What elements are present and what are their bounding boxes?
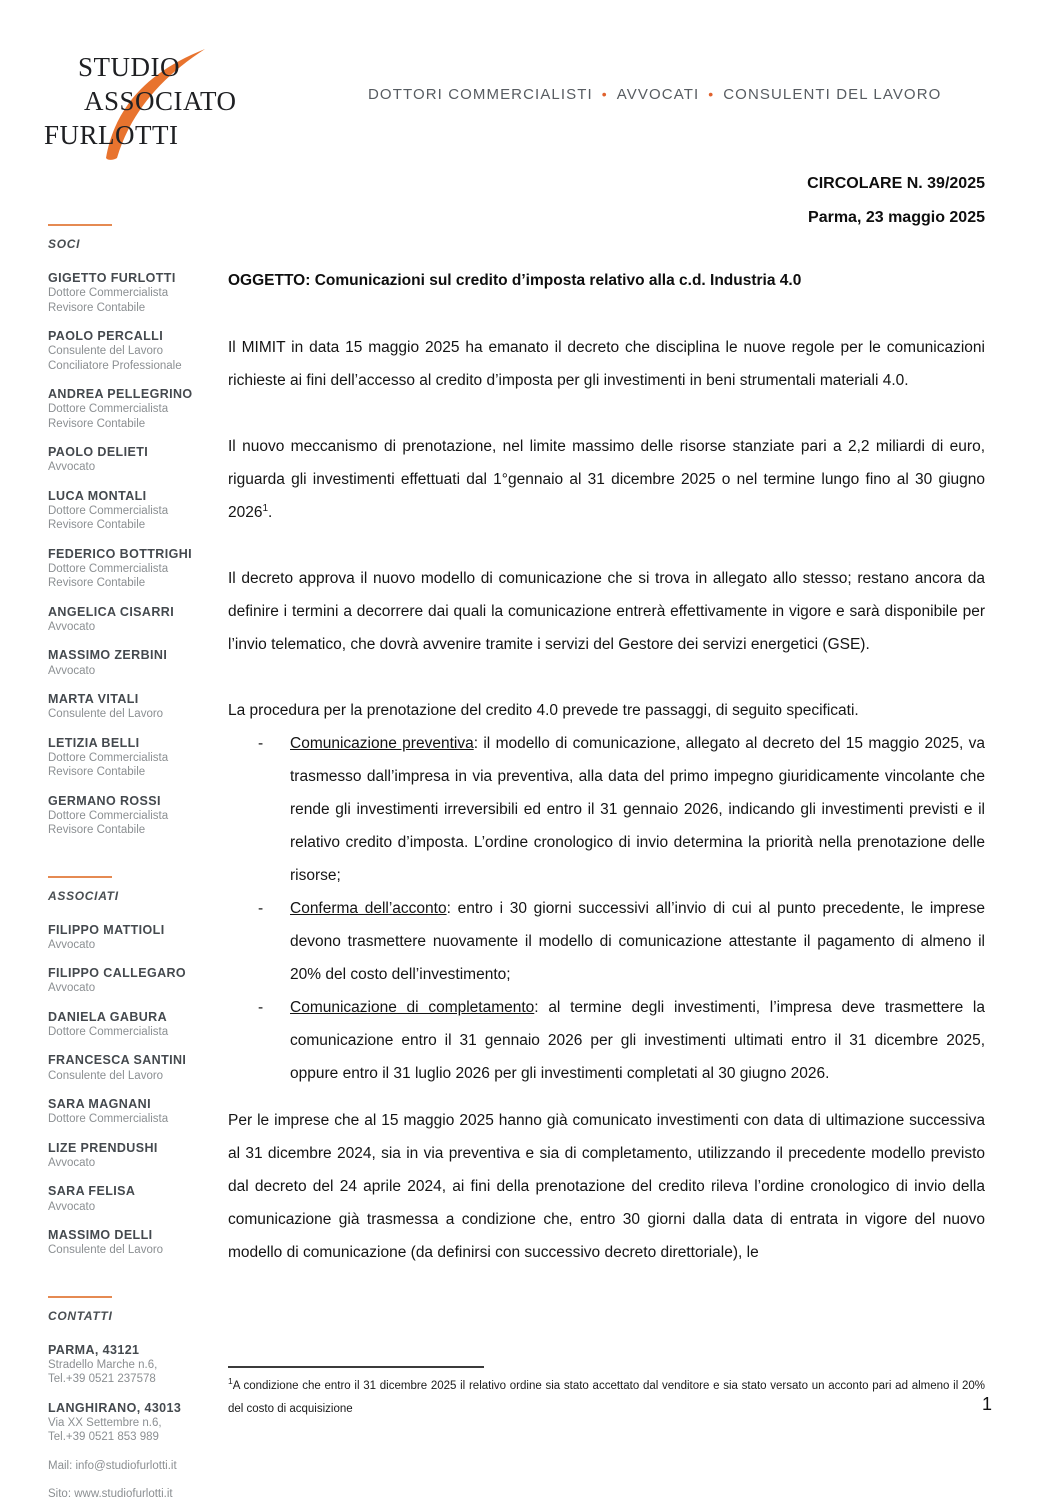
member-role: Revisore Contabile	[48, 301, 146, 314]
member-name: DANIELA GABURA	[48, 1009, 168, 1024]
paragraph-text: .	[268, 504, 273, 521]
bullet-rest: : il modello di comunicazione, allegato al decreto del 15 maggio 2025, va trasmesso dall’impresa in via preventiva, alla data del primo impegno giuridicamente vincolante che rende gli investimenti irreversibili ed entro il 31 gennaio 2026, indicando gli investimenti previsti e il relativo credito d’imposta. L’ordine cronologico di invio determina la priorità nella prenotazione delle risorse;	[290, 735, 985, 884]
member-role: Avvocato	[48, 664, 96, 677]
member-name: SARA FELISA	[48, 1184, 136, 1199]
bullet-text	[290, 892, 985, 991]
member-name: MASSIMO ZERBINI	[48, 648, 168, 663]
firm-tagline	[368, 86, 941, 103]
tagline-part: AVVOCATI	[616, 86, 700, 103]
paragraph-text: Il nuovo meccanismo di prenotazione, nel limite massimo delle risorse stanziate pari a 2,2 miliardi di euro, riguarda gli investimenti effettuati dal 1°gennaio al 31 dicembre 2025 o nel termine lungo fino al 30 giugno 2026	[228, 438, 985, 521]
member-name: MASSIMO DELLI	[48, 1227, 153, 1242]
member-role: Via XX Settembre n.6,	[48, 1416, 162, 1429]
body-paragraph	[228, 430, 985, 529]
list-item	[48, 488, 208, 533]
list-item	[48, 1052, 208, 1083]
section-label: CONTATTI	[48, 1308, 113, 1323]
member-role: Dottore Commercialista	[48, 1026, 169, 1038]
body-paragraph	[228, 694, 985, 727]
bullet-dash: -	[258, 999, 264, 1016]
sidebar-section-associati	[48, 876, 208, 1258]
member-role: Consulente del Lavoro	[48, 708, 164, 721]
list-item	[48, 444, 208, 475]
list-item	[48, 546, 208, 591]
sidebar-section-soci	[48, 224, 208, 838]
bullet-dash: -	[258, 900, 264, 917]
list-item	[48, 1400, 208, 1445]
footnote-reference: 1	[262, 502, 269, 514]
tagline-part: DOTTORI COMMERCIALISTI	[368, 86, 593, 103]
member-role: Revisore Contabile	[48, 766, 146, 779]
member-role: Dottore Commercialista	[48, 287, 169, 300]
member-role: Avvocato	[48, 938, 96, 951]
member-role: Dottore Commercialista	[48, 403, 169, 416]
list-item	[48, 922, 208, 953]
circolare-number: CIRCOLARE N. 39/2025	[807, 175, 985, 192]
list-item	[48, 1183, 208, 1214]
footnote-area	[228, 1366, 985, 1421]
member-name: ANGELICA CISARRI	[48, 604, 175, 619]
page-number: 1	[981, 1394, 992, 1414]
list-item	[48, 328, 208, 373]
list-item	[48, 1140, 208, 1171]
member-name: LANGHIRANO, 43013	[48, 1400, 182, 1415]
bullet-lead: Comunicazione preventiva	[290, 735, 474, 752]
bullet-item	[228, 991, 985, 1090]
member-name: LUCA MONTALI	[48, 488, 147, 503]
footnote-marker: 1	[228, 1376, 233, 1387]
body-paragraph	[228, 562, 985, 661]
list-item	[48, 1227, 208, 1258]
section-label: SOCI	[48, 237, 81, 251]
bullet-item	[228, 727, 985, 892]
section-divider	[48, 876, 112, 878]
list-item	[48, 647, 208, 678]
paragraph-text: Il MIMIT in data 15 maggio 2025 ha emanato il decreto che disciplina le nuove regole per le comunicazioni richieste ai fini dell’accesso al credito d’imposta per gli investimenti in beni strumentali materiali 4.0.	[228, 339, 985, 389]
member-name: FILIPPO MATTIOLI	[48, 922, 165, 937]
bullet-rest: : al termine degli investimenti, l’impresa deve trasmettere la comunicazione entro il 31 gennaio 2026 per gli investimenti ultimati entro il 31 dicembre 2025, oppure entro il 31 luglio 2026 per gli investimenti completati al 30 giugno 2026.	[290, 999, 985, 1082]
list-item	[48, 1342, 208, 1387]
member-role: Dottore Commercialista	[48, 751, 169, 764]
list-item	[48, 1096, 208, 1127]
member-name: FRANCESCA SANTINI	[48, 1053, 187, 1068]
member-role: Avvocato	[48, 461, 96, 474]
list-item	[48, 604, 208, 635]
member-role: Revisore Contabile	[48, 417, 146, 430]
member-name: PARMA, 43121	[48, 1342, 140, 1357]
member-role: Avvocato	[48, 1200, 96, 1213]
bullet-dash: -	[258, 735, 264, 752]
list-item	[48, 735, 208, 780]
list-item	[48, 1009, 208, 1040]
member-name: LIZE PRENDUSHI	[48, 1140, 158, 1155]
member-name: SARA MAGNANI	[48, 1097, 151, 1111]
body-paragraph	[228, 331, 985, 397]
studio-logo	[44, 50, 264, 170]
paragraph-text: La procedura per la prenotazione del credito 4.0 prevede tre passaggi, di seguito specificati.	[228, 702, 859, 719]
bullet-separator-icon: •	[601, 86, 608, 102]
member-role: Avvocato	[48, 1156, 96, 1169]
member-name: MARTA VITALI	[48, 691, 139, 706]
member-role: Dottore Commercialista	[48, 504, 169, 517]
sidebar-section-contatti	[48, 1296, 208, 1497]
member-role: Stradello Marche n.6,	[48, 1358, 158, 1371]
people-sidebar	[48, 224, 208, 1497]
member-name: PAOLO DELIETI	[48, 445, 149, 459]
tagline-part: CONSULENTI DEL LAVORO	[723, 86, 942, 103]
contact-line: Mail: info@studiofurlotti.it	[48, 1459, 177, 1472]
list-item	[48, 691, 208, 722]
list-item	[48, 793, 208, 838]
body-paragraphs	[228, 331, 985, 727]
member-name: GIGETTO FURLOTTI	[48, 271, 176, 285]
logo-line: FURLOTTI	[44, 120, 179, 150]
member-name: LETIZIA BELLI	[48, 735, 140, 750]
member-role: Dottore Commercialista	[48, 1113, 169, 1126]
list-item	[48, 270, 208, 315]
footnote-body: A condizione che entro il 31 dicembre 2025 il relativo ordine sia stato accettato dal venditore e sia stato versato un acconto pari ad almeno il 20% del costo di acquisizione	[228, 1380, 985, 1415]
footnote-divider	[228, 1366, 484, 1368]
paragraph-text: Il decreto approva il nuovo modello di comunicazione che si trova in allegato allo stesso; restano ancora da definire i termini a decorrere dai quali la comunicazione entrerà effettivamente in vigore e sarà disponibile per l’invio telematico, che dovrà avvenire tramite i servizi del Gestore dei servizi energetici (GSE).	[228, 570, 985, 653]
member-role: Dottore Commercialista	[48, 809, 169, 822]
section-divider	[48, 1296, 112, 1298]
member-role: Consulente del Lavoro	[48, 1244, 164, 1257]
member-role: Revisore Contabile	[48, 577, 146, 590]
member-role: Tel.+39 0521 237578	[48, 1373, 156, 1386]
closing-paragraph: Per le imprese che al 15 maggio 2025 hanno già comunicato investimenti con data di ultimazione successiva al 31 dicembre 2024, sia in via preventiva e sia di completamento, utilizzando il precedente modello previsto dal decreto del 24 aprile 2024, ai fini della prenotazione del credito rileva l’ordine cronologico di invio della comunicazione già trasmessa a condizione che, entro 30 giorni dalla data di entrata in vigore del nuovo modello di comunicazione (da definirsi con successivo decreto direttoriale), le	[228, 1112, 985, 1261]
section-divider	[48, 224, 112, 226]
member-role: Revisore Contabile	[48, 824, 146, 837]
subject-line: OGGETTO: Comunicazioni sul credito d’imposta relativo alla c.d. Industria 4.0	[228, 272, 802, 289]
circolare-dateline: Parma, 23 maggio 2025	[808, 209, 985, 226]
member-role: Consulente del Lavoro	[48, 345, 164, 358]
bullet-item	[228, 892, 985, 991]
letter-body	[228, 272, 985, 1269]
member-role: Avvocato	[48, 982, 96, 995]
footnote-text	[228, 1375, 985, 1421]
bullet-list	[228, 727, 985, 1090]
member-name: PAOLO PERCALLI	[48, 329, 164, 343]
bullet-rest: : entro i 30 giorni successivi all’invio di cui al punto precedente, le imprese devono trasmettere nuovamente il modello di comunicazione attestante il pagamento di almeno il 20% del costo dell’investimento;	[290, 900, 985, 983]
member-name: FEDERICO BOTTRIGHI	[48, 546, 193, 561]
logo-line: ASSOCIATO	[84, 86, 237, 116]
logo-line: STUDIO	[78, 52, 180, 82]
contact-line: Sito: www.studiofurlotti.it	[48, 1488, 173, 1497]
member-role: Consulente del Lavoro	[48, 1069, 164, 1082]
member-role: Dottore Commercialista	[48, 562, 169, 575]
member-role: Conciliatore Professionale	[48, 359, 182, 372]
circolare-block	[807, 175, 985, 243]
member-name: FILIPPO CALLEGARO	[48, 966, 187, 981]
list-item	[48, 386, 208, 431]
bullet-lead: Comunicazione di completamento	[290, 999, 535, 1016]
logo-wordmark	[44, 50, 264, 152]
list-item	[48, 965, 208, 996]
member-name: ANDREA PELLEGRINO	[48, 387, 193, 401]
member-role: Tel.+39 0521 853 989	[48, 1431, 159, 1444]
section-label: ASSOCIATI	[48, 888, 119, 903]
member-role: Avvocato	[48, 620, 96, 633]
member-role: Revisore Contabile	[48, 519, 146, 532]
member-name: GERMANO ROSSI	[48, 793, 161, 808]
bullet-separator-icon: •	[708, 86, 715, 102]
bullet-lead: Conferma dell’acconto	[290, 900, 447, 917]
bullet-text	[290, 991, 985, 1090]
bullet-text	[290, 727, 985, 892]
